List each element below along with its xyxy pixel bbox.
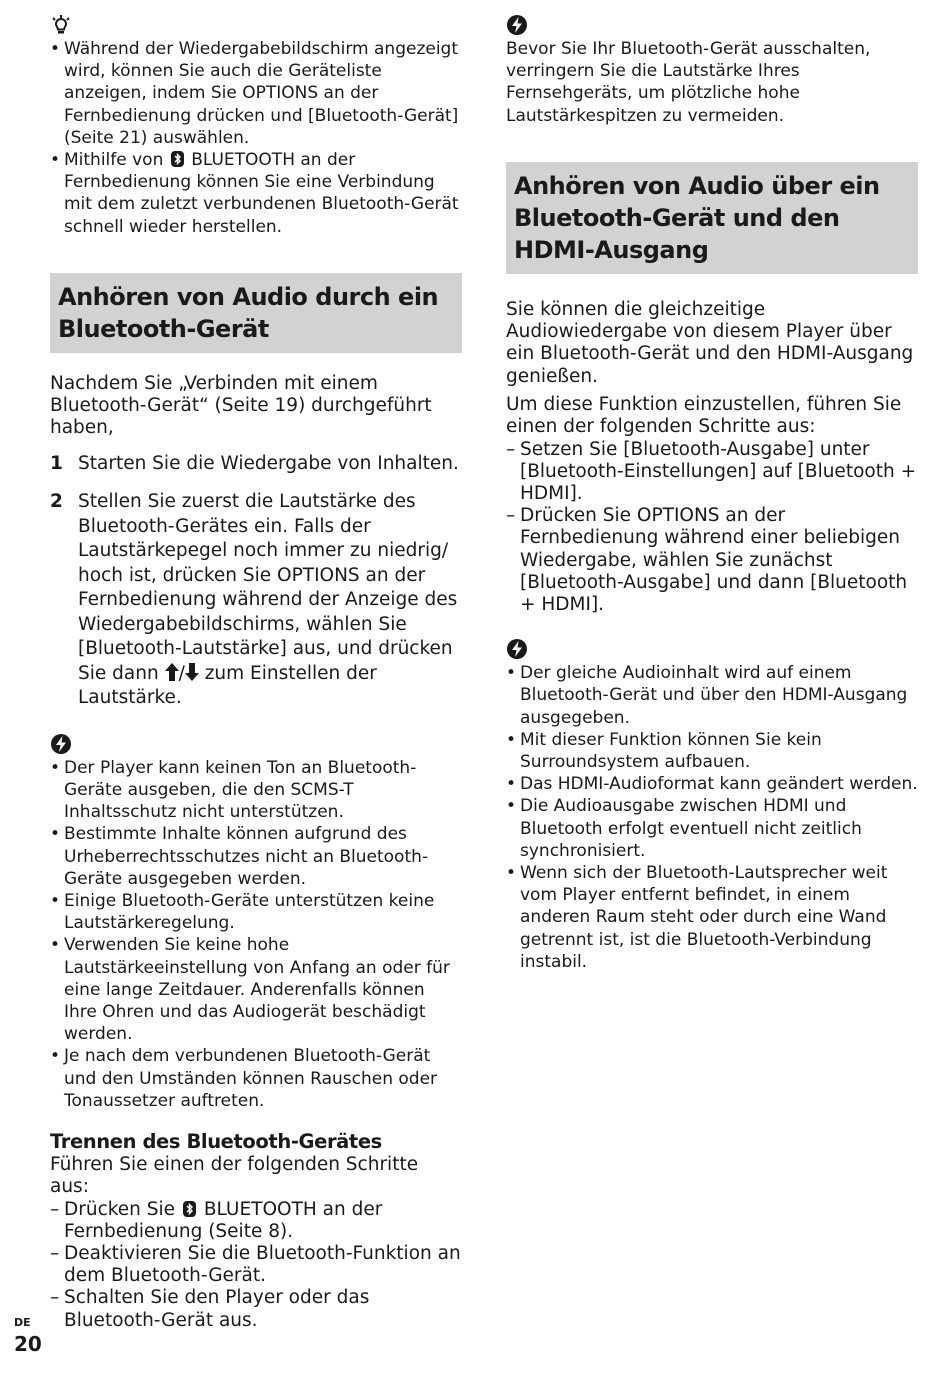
note-list [50, 757, 462, 1112]
list-item [50, 149, 462, 238]
dash-text-before: Drücken Sie [64, 1198, 176, 1220]
list-item: – Setzen Sie [Bluetooth-Ausgabe] unter [Bluetooth-Einstellungen] auf [Bluetooth + HDMI]. [506, 439, 918, 506]
caution-note-icon [50, 733, 72, 755]
bluetooth-icon [171, 151, 184, 167]
bluetooth-icon [183, 1201, 196, 1217]
section-heading-audio-bluetooth: Anhören von Audio durch ein Bluetooth-Gerät [50, 273, 462, 353]
arrow-up-icon [165, 663, 179, 681]
right-column [506, 12, 918, 973]
list-item: • Das HDMI-Audioformat kann geändert werden. [506, 773, 918, 795]
caution-note-icon [506, 638, 528, 660]
step-item [50, 490, 462, 711]
tip-list [50, 38, 462, 238]
list-item: – Deaktivieren Sie die Bluetooth-Funktion an dem Bluetooth-Gerät. [50, 1243, 462, 1287]
caution-note-icon [506, 14, 528, 36]
list-item: • Je nach dem verbundenen Bluetooth-Gerät und den Umständen können Rauschen oder Tonaussetzer auftreten. [50, 1045, 462, 1112]
list-item: • Mit dieser Funktion können Sie kein Surroundsystem aufbauen. [506, 729, 918, 773]
step-text: zum Einstellen der Lautstärke. [78, 662, 377, 709]
language-code: DE [14, 1316, 31, 1329]
page-footer [14, 1316, 42, 1356]
step-text: Starten Sie die Wiedergabe von Inhalten. [78, 452, 459, 474]
tip-text-before: Mithilfe von [64, 150, 164, 171]
subheading-disconnect: Trennen des Bluetooth-Gerätes [50, 1129, 382, 1153]
sub-intro: Führen Sie einen der folgenden Schritte aus: [50, 1153, 419, 1198]
left-column [50, 12, 462, 1332]
list-item: • Während der Wiedergabebildschirm angezeigt wird, können Sie auch die Geräteliste anzeigen, indem Sie OPTIONS an der Fernbedienung drücken und [Bluetooth-Gerät] (Seite 21) auswählen. [50, 38, 462, 149]
list-item: • Einige Bluetooth-Geräte unterstützen keine Lautstärkeregelung. [50, 890, 462, 934]
list-item: – Drücken Sie OPTIONS an der Fernbedienung während einer beliebigen Wiedergabe, wählen Sie zunächst [Bluetooth-Ausgabe] und dann [Bluetooth + HDMI]. [506, 505, 918, 616]
tip-text-after: BLUETOOTH an der Fernbedienung können Sie eine Verbindung mit dem zuletzt verbundenen Bluetooth-Gerät schnell wieder herstellen. [64, 150, 459, 237]
note-header [506, 12, 918, 38]
step-number: 1 [50, 452, 63, 474]
arrow-separator: / [178, 662, 185, 684]
hdmi-note-list [506, 662, 918, 973]
list-item: • Bestimmte Inhalte können aufgrund des Urheberrechtsschutzes nicht an Bluetooth-Geräte ausgegeben werden. [50, 823, 462, 890]
tip-header [50, 12, 462, 38]
list-item: • Die Audioausgabe zwischen HDMI und Bluetooth erfolgt eventuell nicht zeitlich synchronisiert. [506, 795, 918, 862]
dash-text-after: BLUETOOTH an der Fernbedienung (Seite 8). [64, 1198, 383, 1242]
list-item [50, 1199, 462, 1243]
step-text: Stellen Sie zuerst die Lautstärke des Bluetooth-Gerätes ein. Falls der Lautstärkepegel noch immer zu niedrig/ hoch ist, drücken Sie OPTIONS an der Fernbedienung während der Anzeige des Wiedergabebildschirms, wählen Sie [Bluetooth-Lautstärke] aus, und drücken Sie dann [78, 491, 458, 684]
intro-paragraph: Nachdem Sie „Verbinden mit einem Bluetooth-Gerät“ (Seite 19) durchgeführt haben, [50, 372, 432, 439]
list-item: • Der Player kann keinen Ton an Bluetooth-Geräte ausgeben, die den SCMS-T Inhaltsschutz nicht unterstützen. [50, 757, 462, 824]
section-heading-audio-bluetooth-hdmi: Anhören von Audio über ein Bluetooth-Gerät und den HDMI-Ausgang [506, 162, 918, 274]
paragraph-simultaneous: Sie können die gleichzeitige Audiowiedergabe von diesem Player über ein Bluetooth-Gerät und den HDMI-Ausgang genießen. [506, 298, 914, 387]
paragraph-setup: Um diese Funktion einzustellen, führen Sie einen der folgenden Schritte aus: [506, 394, 902, 438]
steps-list [50, 452, 462, 711]
list-item: • Der gleiche Audioinhalt wird auf einem Bluetooth-Gerät und über den HDMI-Ausgang ausgegeben. [506, 662, 918, 729]
list-item: • Verwenden Sie keine hohe Lautstärkeeinstellung von Anfang an oder für eine lange Zeitdauer. Anderenfalls können Ihre Ohren und das Audiogerät beschädigt werden. [50, 934, 462, 1045]
note-header [50, 731, 462, 757]
list-item: • Wenn sich der Bluetooth-Lautsprecher weit vom Player entfernt befindet, in einem anderen Raum steht oder durch eine Wand getrennt ist, ist die Bluetooth-Verbindung instabil. [506, 862, 918, 973]
step-item [50, 452, 462, 477]
note-header [506, 636, 918, 662]
list-item: – Schalten Sie den Player oder das Bluetooth-Gerät aus. [50, 1287, 462, 1331]
page-number: 20 [14, 1332, 42, 1356]
lightbulb-hint-icon [50, 14, 72, 36]
setup-list [506, 439, 918, 617]
step-number: 2 [50, 491, 63, 513]
power-off-note: Bevor Sie Ihr Bluetooth-Gerät ausschalten, verringern Sie die Lautstärke Ihres Fernsehgeräts, um plötzliche hohe Lautstärkespitzen zu vermeiden. [506, 39, 871, 126]
disconnect-list [50, 1199, 462, 1332]
arrow-down-icon [185, 663, 199, 681]
